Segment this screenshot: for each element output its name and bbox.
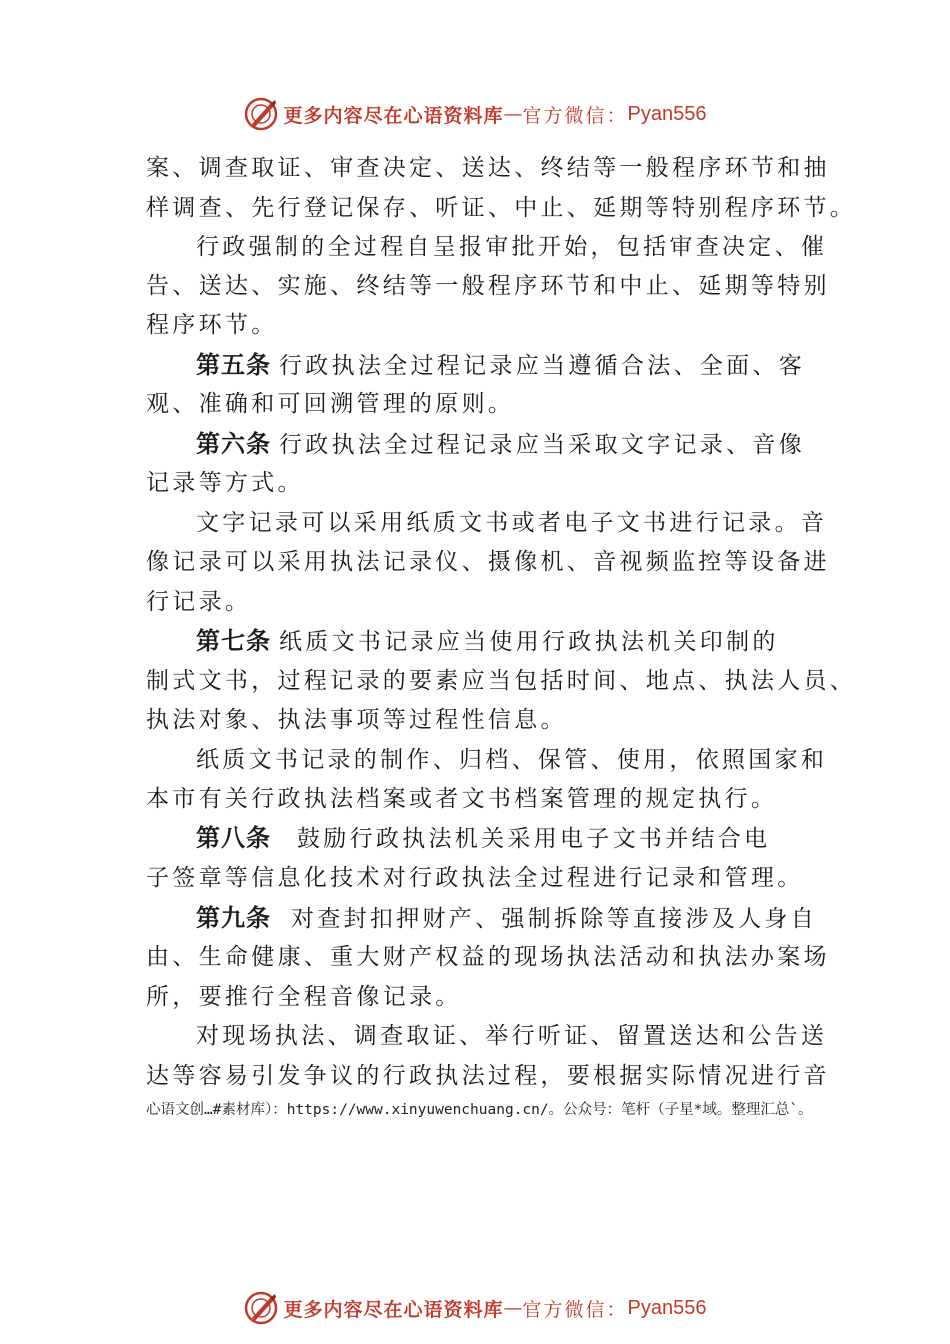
body-line: 程序环节。 xyxy=(146,312,278,338)
body-text: 对查封扣押财产、强制拆除等直接涉及人身自 xyxy=(291,906,817,932)
pen-logo-icon xyxy=(244,1291,278,1325)
body-line: 样调查、先行登记保存、听证、中止、延期等特别程序环节。 xyxy=(146,195,857,221)
banner-separator: — xyxy=(503,103,523,125)
article-5-line xyxy=(196,351,805,380)
body-line: 案、调查取证、审查决定、送达、终结等一般程序环节和抽 xyxy=(146,155,830,181)
body-line: 达等容易引发争议的行政执法过程，要根据实际情况进行音 xyxy=(146,1063,830,1089)
article-9-line xyxy=(196,904,817,933)
article-number: 第五条 xyxy=(196,351,271,379)
article-number: 第九条 xyxy=(196,904,271,932)
body-line: 由、生命健康、重大财产权益的现场执法活动和执法办案场 xyxy=(146,944,830,970)
banner-wechat-id: Pyan556 xyxy=(627,1296,707,1319)
banner-site-name: 更多内容尽在心语资料库 xyxy=(283,1298,504,1321)
body-line: 记录等方式。 xyxy=(146,470,304,496)
body-line: 子签章等信息化技术对行政执法全过程进行记录和管理。 xyxy=(146,865,804,891)
article-number: 第八条 xyxy=(196,824,271,852)
header-banner xyxy=(0,92,950,136)
body-text: 鼓励行政执法机关采用电子文书并结合电 xyxy=(297,826,771,852)
banner-wechat-id: Pyan556 xyxy=(627,102,707,125)
pen-logo-icon xyxy=(244,97,278,131)
body-line: 文字记录可以采用纸质文书或者电子文书进行记录。音 xyxy=(196,510,828,536)
body-line: 本市有关行政执法档案或者文书档案管理的规定执行。 xyxy=(146,786,778,812)
body-line: 观、准确和可回溯管理的原则。 xyxy=(146,391,515,417)
article-number: 第六条 xyxy=(196,430,271,458)
banner-wechat-label: 官方微信： xyxy=(522,1298,628,1321)
banner-wechat-label: 官方微信： xyxy=(522,104,628,127)
body-line: 像记录可以采用执法记录仪、摄像机、音视频监控等设备进 xyxy=(146,549,830,575)
body-line: 纸质文书记录的制作、归档、保管、使用，依照国家和 xyxy=(196,747,828,773)
body-line: 行记录。 xyxy=(146,589,252,615)
body-text: 行政执法全过程记录应当采取文字记录、音像 xyxy=(279,432,805,458)
body-line: 执法对象、执法事项等过程性信息。 xyxy=(146,707,567,733)
body-line: 告、送达、实施、终结等一般程序环节和中止、延期等特别 xyxy=(146,273,830,299)
article-number: 第七条 xyxy=(196,627,271,655)
body-text: 纸质文书记录应当使用行政执法机关印制的 xyxy=(279,629,779,655)
body-line: 对现场执法、调查取证、举行听证、留置送达和公告送 xyxy=(196,1023,828,1049)
body-line: 所，要推行全程音像记录。 xyxy=(146,984,462,1010)
banner-separator: — xyxy=(503,1297,523,1319)
body-line: 制式文书，过程记录的要素应当包括时间、地点、执法人员、 xyxy=(146,668,857,694)
banner-site-name: 更多内容尽在心语资料库 xyxy=(283,104,504,127)
body-line: 行政强制的全过程自呈报审批开始，包括审查决定、催 xyxy=(196,234,828,260)
article-7-line xyxy=(196,627,779,656)
footer-banner xyxy=(0,1286,950,1330)
body-text: 行政执法全过程记录应当遵循合法、全面、客 xyxy=(279,353,805,379)
article-8-line xyxy=(196,824,770,853)
article-6-line xyxy=(196,430,805,459)
footnote: 心语文创…#素材库）：https://www.xinyuwenchuang.cn/。公众号：笔杆（子星*域。整理汇总`。 xyxy=(146,1102,813,1118)
